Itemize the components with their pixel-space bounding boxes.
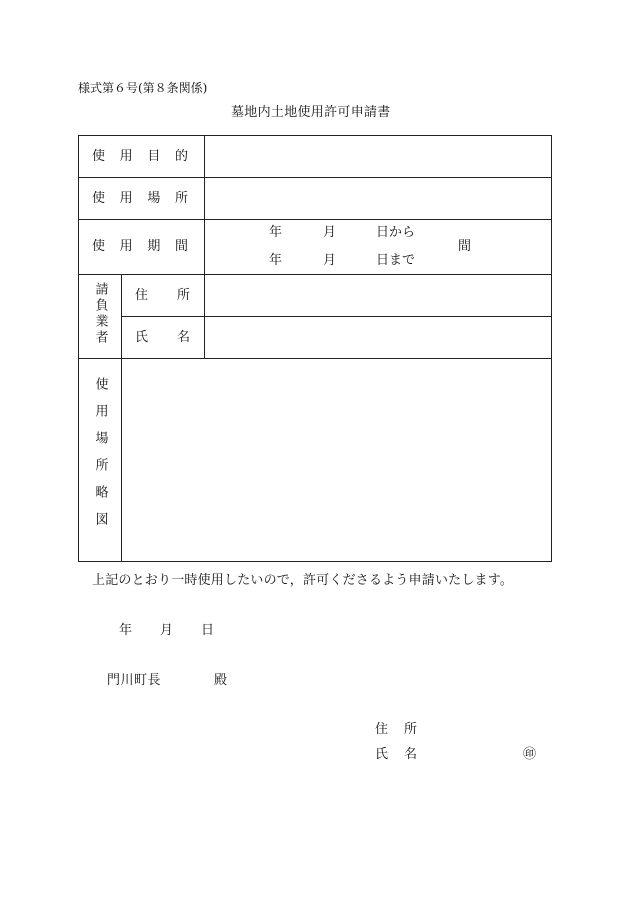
contractor-name-label-cell bbox=[122, 317, 205, 359]
sketch-label: 使用場所略図 bbox=[92, 376, 108, 539]
purpose-label-cell bbox=[79, 136, 205, 178]
sketch-area bbox=[122, 359, 552, 562]
form-title: 墓地内土地使用許可申請書 bbox=[231, 105, 391, 120]
sketch-label-cell bbox=[79, 359, 122, 562]
location-value-cell bbox=[205, 178, 552, 220]
contractor-address-label: 住 所 bbox=[135, 287, 190, 303]
contractor-label-cell bbox=[79, 275, 122, 359]
contractor-address-row bbox=[79, 275, 552, 317]
contractor-label: 請負業者 bbox=[92, 282, 108, 346]
period-to-month: 月 bbox=[323, 253, 337, 268]
contractor-address-value-cell bbox=[205, 275, 552, 317]
date-year-label: 年 bbox=[119, 623, 133, 638]
date-day-label: 日 bbox=[201, 623, 215, 638]
form-number: 様式第６号(第８条関係) bbox=[78, 81, 208, 95]
period-duration-suffix: 間 bbox=[458, 239, 472, 254]
addressee-name: 門川町長 bbox=[107, 673, 162, 688]
purpose-value-cell bbox=[205, 136, 552, 178]
period-from-year: 年 bbox=[269, 225, 283, 240]
date-month-label: 月 bbox=[160, 623, 174, 638]
addressee-honorific: 殿 bbox=[214, 673, 228, 688]
period-fields bbox=[205, 220, 551, 274]
applicant-address-label: 住 所 bbox=[375, 722, 419, 737]
location-label: 使 用 場 所 bbox=[92, 190, 188, 206]
period-label-cell bbox=[79, 220, 205, 275]
applicant-name-label: 氏 名 bbox=[375, 747, 419, 762]
period-value-cell bbox=[205, 220, 552, 275]
seal-mark: ㊞ bbox=[523, 747, 537, 762]
contractor-name-value-cell bbox=[205, 317, 552, 359]
period-from-day: 日から bbox=[376, 225, 416, 240]
purpose-label: 使 用 目 的 bbox=[92, 148, 188, 164]
location-row bbox=[79, 178, 552, 220]
application-statement: 上記のとおり一時使用したいので，許可くださるよう申請いたします。 bbox=[92, 573, 514, 588]
application-table bbox=[78, 135, 552, 562]
period-from-month: 月 bbox=[323, 225, 337, 240]
period-label: 使 用 期 間 bbox=[92, 239, 188, 254]
sketch-row bbox=[79, 359, 552, 562]
location-label-cell bbox=[79, 178, 205, 220]
period-to-day: 日まで bbox=[376, 253, 416, 268]
contractor-name-label: 氏 名 bbox=[135, 329, 190, 345]
period-to-year: 年 bbox=[269, 253, 283, 268]
purpose-row bbox=[79, 136, 552, 178]
contractor-name-row bbox=[79, 317, 552, 359]
period-row bbox=[79, 220, 552, 275]
contractor-address-label-cell bbox=[122, 275, 205, 317]
